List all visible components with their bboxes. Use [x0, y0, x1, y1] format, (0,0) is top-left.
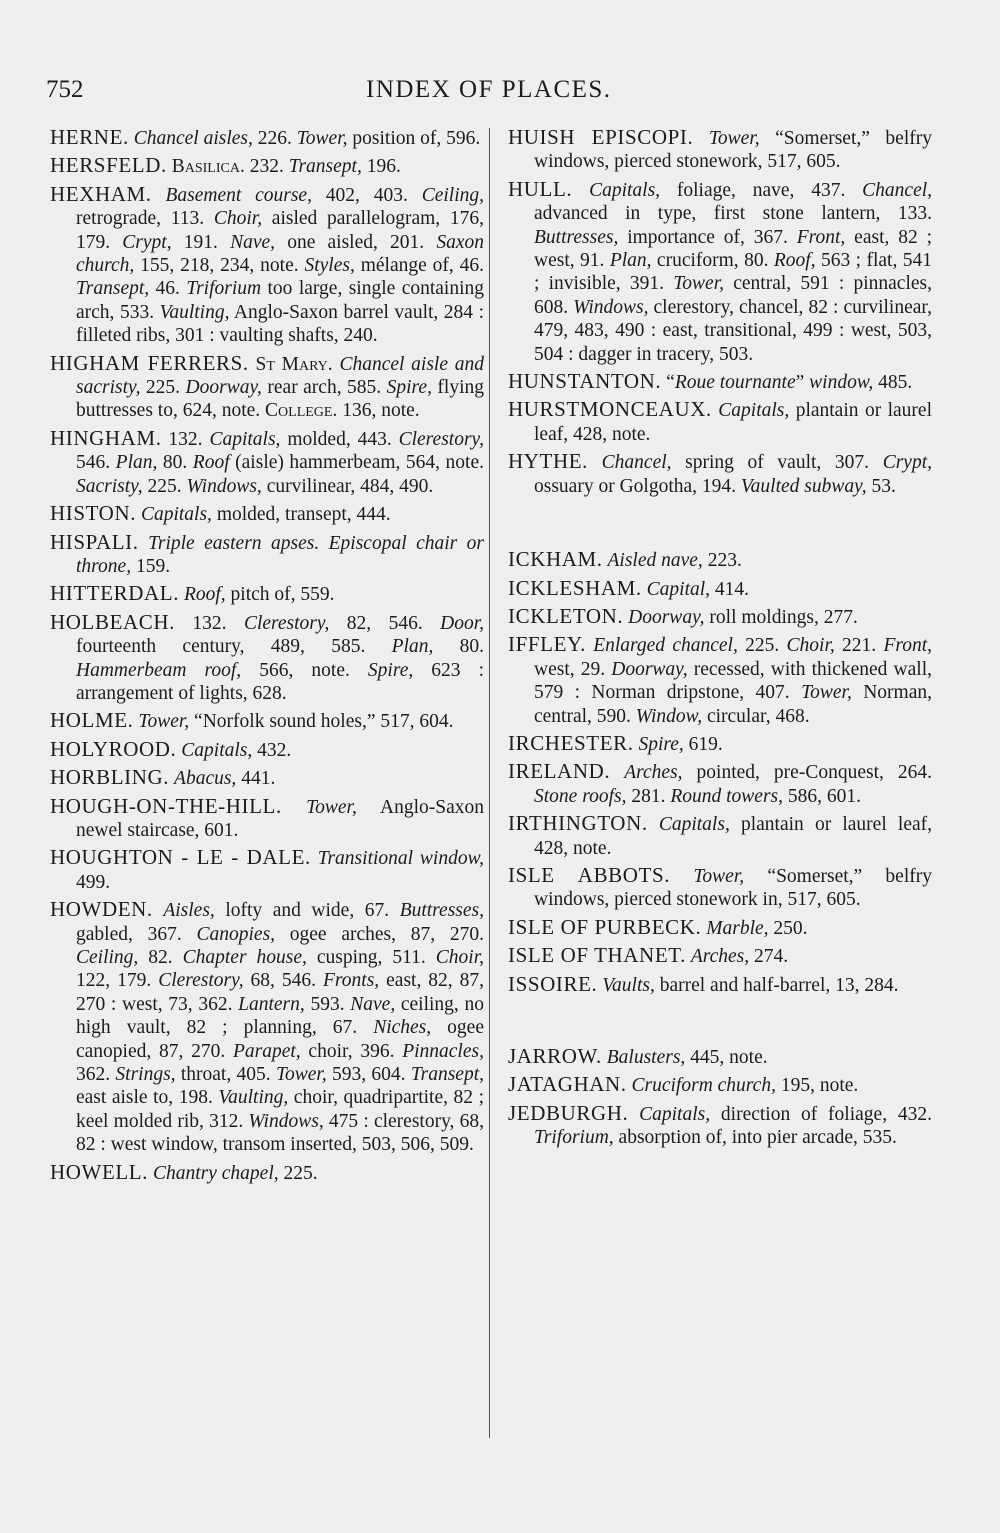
- entry-italic-term: Capitals,: [209, 428, 281, 450]
- index-entry: [508, 398, 932, 446]
- index-entry: [508, 548, 932, 572]
- entry-text: 623 : arrangement of lights, 628.: [76, 659, 484, 704]
- index-entry: [508, 450, 932, 498]
- entry-text: curvilinear, 484, 490.: [261, 475, 434, 497]
- entry-text: 593, 604.: [326, 1064, 411, 1086]
- entry-italic-term: Front,: [796, 226, 846, 248]
- entry-text: 195, note.: [775, 1075, 859, 1097]
- entry-text: lofty and wide, 67.: [214, 900, 400, 922]
- entry-italic-term: Triforium,: [534, 1127, 614, 1149]
- entry-italic-term: Buttresses,: [399, 900, 485, 922]
- entry-italic-term: Window,: [635, 705, 703, 727]
- entry-heading: ISLE ABBOTS.: [508, 862, 671, 887]
- entry-text: (aisle) hammerbeam, 564, note.: [229, 452, 485, 474]
- entry-text: advanced in type, first stone lantern, 133.: [534, 203, 932, 225]
- entry-text: clerestory, chancel, 82 : curvilinear, 479, 483, 490 : east, transitional, 499 : west, 503, 504 : dagger in tracery, 503.: [534, 296, 932, 365]
- entry-text: [311, 848, 318, 869]
- entry-text: 414.: [710, 578, 750, 600]
- entry-text: foliage, nave, 437.: [660, 179, 863, 201]
- entry-text: [693, 128, 709, 149]
- left-column: [50, 126, 484, 1189]
- index-entry: [50, 352, 484, 423]
- entry-italic-term: Roof,: [183, 584, 226, 606]
- entry-text: 250.: [768, 917, 808, 939]
- entry-text: roll moldings, 277.: [704, 606, 858, 628]
- index-entry: [508, 126, 932, 174]
- entry-italic-term: Tower,: [801, 682, 852, 704]
- entry-text: circular, 468.: [702, 705, 810, 727]
- entry-heading: HERSFELD.: [50, 153, 167, 178]
- left-entries: [50, 126, 484, 1185]
- entry-text: “Somerset,” belfry windows, pierced stonework in, 517, 605.: [534, 865, 932, 911]
- section-gap: [508, 1001, 932, 1045]
- entry-text: absorption of, into pier arcade, 535.: [613, 1127, 897, 1149]
- entry-text: west, 29.: [534, 658, 612, 680]
- entry-italic-term: Doorway,: [185, 377, 262, 399]
- entry-text: 80.: [157, 452, 193, 474]
- entry-text: 53.: [866, 475, 896, 497]
- entry-text: 132.: [161, 428, 210, 450]
- index-entry: [50, 502, 484, 526]
- entry-text: molded, 443.: [280, 428, 399, 450]
- entry-text: ogee arches, 87, 270.: [275, 923, 485, 945]
- entry-text: east, 82 ; west, 91.: [534, 226, 932, 272]
- entry-heading: HOUGH-ON-THE-HILL.: [50, 793, 282, 818]
- entry-text: ogee canopied, 87, 270.: [76, 1017, 484, 1062]
- entry-italic-term: Canopies,: [196, 923, 276, 945]
- entry-italic-term: Cruciform church,: [631, 1075, 776, 1097]
- entry-italic-term: Chancel,: [862, 179, 933, 201]
- index-entry: [50, 531, 484, 579]
- entry-italic-term: Plan,: [391, 636, 434, 658]
- entry-text: rear arch, 585.: [261, 377, 387, 399]
- entry-italic-term: Transept,: [288, 156, 362, 178]
- index-entry: [50, 126, 484, 150]
- entry-heading: HUISH EPISCOPI.: [508, 125, 694, 149]
- index-entry: [50, 846, 484, 894]
- entry-text: [152, 185, 166, 206]
- entry-text: 196.: [361, 156, 401, 178]
- entry-text: 80.: [433, 636, 485, 658]
- entry-italic-term: Nave,: [230, 231, 276, 253]
- entry-text: 546.: [76, 452, 116, 474]
- entry-italic-term: Tower,: [306, 796, 357, 818]
- entry-italic-term: Vaulting,: [218, 1087, 289, 1109]
- entry-heading: HOUGHTON - LE - DALE.: [50, 845, 311, 870]
- entry-text: cusping, 511.: [306, 947, 436, 968]
- entry-text: “: [661, 372, 675, 394]
- entry-italic-term: Pinnacles,: [402, 1040, 484, 1062]
- index-entry: [50, 154, 484, 178]
- entry-text: [610, 762, 624, 783]
- index-entry: [50, 766, 484, 790]
- index-entry: [50, 611, 484, 706]
- entry-text: molded, transept, 444.: [211, 504, 391, 526]
- entry-text: 232.: [244, 156, 289, 178]
- entry-italic-term: Capital,: [646, 578, 711, 600]
- entry-text: pitch of, 559.: [225, 584, 335, 606]
- entry-italic-term: Tower,: [693, 865, 745, 887]
- entry-text: [153, 900, 164, 921]
- column-divider: [489, 128, 490, 1438]
- entry-text: central, 591 : pinnacles, 608.: [534, 273, 932, 318]
- entry-text: 221.: [834, 635, 884, 657]
- entry-italic-term: Abacus,: [174, 768, 237, 790]
- index-entry: [508, 577, 932, 601]
- entry-text: recessed, with thickened wall, 579 : Norman dripstone, 407.: [534, 658, 932, 704]
- entry-text: 225.: [142, 475, 187, 497]
- page-number: 752: [46, 76, 84, 103]
- entry-text: 475 : clerestory, 68, 82 : west window, transom inserted, 503, 506, 509.: [76, 1110, 484, 1156]
- entry-italic-term: Chapter house,: [182, 947, 307, 968]
- entry-text: 586, 601.: [783, 785, 861, 807]
- entry-text: cruciform, 80.: [651, 250, 774, 272]
- entry-text: “Norfolk sound holes,” 517, 604.: [189, 711, 454, 733]
- entry-italic-term: Arches,: [624, 762, 683, 784]
- entry-italic-term: Tower,: [708, 128, 760, 149]
- entry-italic-term: Front,: [883, 635, 933, 657]
- entry-italic-term: Transitional window,: [317, 848, 484, 870]
- entry-heading: HEXHAM.: [50, 181, 152, 206]
- entry-italic-term: Choir,: [786, 635, 835, 657]
- entry-heading: HISPALI.: [50, 529, 139, 554]
- entry-italic-term: Clerestory,: [158, 970, 244, 992]
- entry-italic-term: Parapet,: [232, 1040, 301, 1062]
- index-entry: [508, 370, 932, 394]
- index-entry: [50, 898, 484, 1156]
- entry-italic-term: Niches,: [373, 1017, 432, 1039]
- entry-text: 225.: [140, 377, 186, 399]
- entry-text: Norman, central, 590.: [534, 682, 933, 727]
- entry-text: 563 ; flat, 541 ; invisible, 391.: [534, 250, 932, 295]
- entry-italic-term: Doorway,: [611, 658, 688, 680]
- entry-italic-term: Arches,: [690, 946, 750, 968]
- entry-text: 274.: [749, 946, 789, 968]
- entry-text: plantain or laurel leaf, 428, note.: [534, 814, 932, 859]
- entry-italic-term: Ceiling,: [421, 184, 484, 206]
- entry-heading: HULL.: [508, 176, 573, 201]
- entry-italic-term: Chancel aisle and sacristy,: [76, 353, 485, 399]
- entry-heading: JARROW.: [508, 1044, 602, 1068]
- entry-heading: IRCHESTER.: [508, 730, 634, 755]
- entry-italic-term: Styles,: [304, 255, 355, 277]
- entry-text: 122, 179.: [76, 970, 159, 992]
- entry-text: one aisled, 201.: [275, 231, 437, 253]
- entry-italic-term: Windows,: [186, 475, 262, 497]
- entry-italic-term: Clerestory,: [243, 612, 330, 634]
- entry-heading: ICKHAM.: [508, 547, 603, 572]
- entry-text: east, 82, 87, 270 : west, 73, 362.: [76, 970, 485, 1015]
- entry-text: too large, single containing arch, 533.: [76, 278, 485, 323]
- entry-italic-term: Basement course,: [165, 184, 312, 206]
- entry-small-caps: College.: [265, 400, 338, 422]
- i-entries: [508, 548, 932, 997]
- entry-heading: HINGHAM.: [50, 425, 162, 450]
- entry-text: 136, note.: [337, 400, 420, 422]
- entry-text: “Somerset,” belfry windows, pierced stonework, 517, 605.: [534, 128, 932, 173]
- entry-italic-term: Choir,: [435, 947, 484, 968]
- index-entry: [508, 1045, 932, 1069]
- entry-italic-term: Enlarged chancel,: [593, 635, 738, 657]
- entry-heading: HORBLING.: [50, 765, 170, 790]
- entry-heading: HOLYROOD.: [50, 736, 177, 761]
- entry-italic-term: Capitals,: [718, 400, 790, 422]
- entry-text: east aisle to, 198.: [76, 1087, 219, 1109]
- entry-italic-term: Capitals,: [658, 814, 730, 836]
- entry-italic-term: Tower,: [673, 273, 725, 295]
- entry-text: throat, 405.: [175, 1064, 276, 1086]
- index-entry: [508, 1102, 932, 1150]
- entry-italic-term: Aisled nave,: [607, 550, 703, 572]
- index-entry: [508, 916, 932, 940]
- entry-heading: HOWDEN.: [50, 897, 153, 922]
- entry-italic-term: Capitals,: [181, 739, 253, 761]
- entry-italic-term: window,: [809, 372, 874, 394]
- entry-italic-term: Chancel aisles,: [133, 128, 253, 149]
- entry-italic-term: Saxon church,: [76, 231, 484, 277]
- entry-text: 68, 546.: [243, 970, 323, 992]
- entry-italic-term: Transept,: [410, 1064, 485, 1086]
- entry-text: 441.: [236, 768, 276, 790]
- index-entry: [50, 1161, 484, 1185]
- entry-italic-term: Doorway,: [628, 606, 705, 628]
- entry-text: [588, 452, 602, 473]
- entry-heading: ISSOIRE.: [508, 971, 598, 996]
- entry-italic-term: Strings,: [115, 1064, 176, 1086]
- entry-text: [282, 797, 306, 818]
- entry-italic-term: Windows,: [573, 296, 649, 318]
- entry-text: importance of, 367.: [618, 226, 797, 248]
- entry-heading: HOLBEACH.: [50, 609, 175, 634]
- entry-italic-term: Tower,: [275, 1064, 327, 1086]
- entry-italic-term: Crypt,: [882, 452, 932, 474]
- entry-text: choir, 396.: [300, 1040, 403, 1062]
- entry-italic-term: Clerestory,: [398, 428, 484, 450]
- entry-heading: HIGHAM FERRERS.: [50, 350, 249, 375]
- entry-text: ossuary or Golgotha, 194.: [534, 475, 741, 497]
- entry-text: [572, 180, 589, 201]
- entry-heading: ICKLETON.: [508, 603, 624, 628]
- entry-italic-term: Triple eastern apses. Episcopal chair or throne,: [76, 532, 485, 577]
- j-entries: [508, 1045, 932, 1150]
- entry-italic-term: Round towers,: [670, 785, 783, 807]
- entry-heading: IFFLEY.: [508, 632, 586, 657]
- entry-text: [249, 354, 256, 375]
- entry-text: ”: [795, 372, 810, 394]
- entry-text: 82, 546.: [329, 612, 441, 634]
- entry-italic-term: Sacristy,: [76, 475, 143, 497]
- entry-italic-term: Capitals,: [639, 1103, 711, 1125]
- entry-italic-term: Spire,: [367, 659, 414, 681]
- entry-italic-term: Spire,: [638, 733, 684, 755]
- entry-heading: IRTHINGTON.: [508, 811, 648, 836]
- index-entry: [508, 605, 932, 629]
- entry-text: 223.: [702, 550, 742, 572]
- entry-text: 159.: [131, 555, 171, 577]
- entry-text: [139, 533, 148, 554]
- entry-italic-term: Tower,: [138, 711, 190, 733]
- entry-small-caps: Basilica.: [171, 156, 245, 178]
- entry-text: 132.: [174, 612, 244, 634]
- entry-italic-term: Capitals,: [140, 504, 212, 526]
- entry-text: fourteenth century, 489, 585.: [76, 636, 392, 658]
- entry-heading: JATAGHAN.: [508, 1072, 627, 1097]
- entry-italic-term: Transept,: [76, 278, 150, 300]
- entry-text: flying buttresses to, 624, note.: [76, 377, 484, 422]
- entry-italic-term: Windows,: [248, 1110, 324, 1132]
- entry-italic-term: Vaulting,: [159, 301, 230, 323]
- entry-text: retrograde, 113.: [76, 208, 214, 230]
- entry-italic-term: Door,: [440, 612, 485, 634]
- entry-text: [628, 1104, 639, 1125]
- entry-text: 402, 403.: [311, 184, 422, 206]
- entry-heading: ICKLESHAM.: [508, 575, 642, 600]
- entry-heading: ISLE OF THANET.: [508, 943, 686, 968]
- entry-italic-term: Aisles,: [163, 900, 215, 922]
- entry-italic-term: Chancel,: [601, 452, 672, 474]
- entry-text: spring of vault, 307.: [671, 452, 883, 474]
- entry-text: [648, 814, 659, 835]
- entry-heading: HUNSTANTON.: [508, 369, 662, 394]
- entry-heading: HOLME.: [50, 708, 134, 733]
- entry-text: barrel and half-barrel, 13, 284.: [654, 974, 899, 996]
- index-entry: [50, 738, 484, 762]
- entry-italic-term: Nave,: [350, 993, 396, 1015]
- entry-italic-term: Roof: [192, 452, 230, 474]
- index-entry: [508, 633, 932, 728]
- entry-text: pointed, pre-Conquest, 264.: [682, 762, 932, 784]
- entry-heading: IRELAND.: [508, 759, 611, 784]
- index-entry: [508, 812, 932, 860]
- entry-heading: HITTERDAL.: [50, 581, 180, 606]
- entry-text: position of, 596.: [347, 128, 481, 149]
- index-entry: [508, 1073, 932, 1097]
- entry-text: 225.: [737, 635, 787, 657]
- entry-text: 432.: [252, 739, 292, 761]
- entry-italic-term: Buttresses,: [534, 226, 619, 248]
- entry-italic-term: Vaulted subway,: [740, 475, 867, 497]
- entry-text: gabled, 367.: [76, 923, 197, 945]
- entry-text: ceiling, no high vault, 82 ; planning, 67.: [76, 993, 484, 1039]
- index-entry: [508, 944, 932, 968]
- entry-text: plantain or laurel leaf, 428, note.: [534, 400, 933, 445]
- index-entry: [50, 427, 484, 498]
- index-entry: [50, 709, 484, 733]
- entry-text: 566, note.: [241, 659, 368, 681]
- entry-heading: HOWELL.: [50, 1159, 149, 1184]
- entry-italic-term: Capitals,: [589, 179, 661, 201]
- entry-italic-term: Choir,: [213, 208, 263, 230]
- index-entry: [508, 760, 932, 808]
- section-gap: [508, 502, 932, 548]
- entry-text: mélange of, 46.: [354, 255, 484, 277]
- entry-italic-term: Hammerbeam roof,: [76, 659, 242, 681]
- entry-text: 226.: [252, 128, 297, 149]
- entry-heading: ISLE OF PURBECK.: [508, 914, 702, 939]
- entry-text: choir, quadripartite, 82 ; keel molded rib, 312.: [76, 1087, 484, 1132]
- entry-text: direction of foliage, 432.: [710, 1103, 932, 1125]
- entry-text: Anglo-Saxon barrel vault, 284 : filleted ribs, 301 : vaulting shafts, 240.: [76, 301, 484, 347]
- entry-text: 362.: [76, 1064, 116, 1086]
- entry-italic-term: Stone roofs,: [534, 785, 627, 807]
- index-entry: [508, 732, 932, 756]
- entry-italic-term: Vaults,: [602, 974, 655, 996]
- entry-italic-term: Balusters,: [606, 1047, 686, 1068]
- entry-heading: JEDBURGH.: [508, 1100, 629, 1125]
- entry-text: 281.: [626, 785, 671, 807]
- entry-text: 46.: [149, 278, 187, 300]
- entry-text: 593.: [304, 993, 351, 1015]
- entry-italic-term: Spire,: [386, 377, 432, 399]
- entry-text: [670, 866, 693, 887]
- entry-italic-term: Plan,: [115, 452, 158, 474]
- entry-heading: HISTON.: [50, 501, 137, 526]
- entry-italic-term: Triforium: [186, 278, 262, 300]
- entry-text: 619.: [683, 733, 723, 755]
- index-entry: [508, 864, 932, 912]
- entry-italic-term: Chantry chapel,: [152, 1162, 279, 1184]
- entry-italic-term: Roof,: [773, 250, 816, 272]
- entry-italic-term: Ceiling,: [76, 947, 139, 968]
- entry-italic-term: Roue tournante: [674, 372, 796, 394]
- entry-text: 445, note.: [685, 1047, 768, 1068]
- entry-italic-term: Plan,: [609, 250, 652, 272]
- entry-text: aisled parallelogram, 176, 179.: [76, 208, 485, 253]
- index-entry: [50, 795, 484, 843]
- entry-heading: HURSTMONCEAUX.: [508, 397, 712, 422]
- entry-italic-term: Marble,: [706, 917, 769, 939]
- right-column: [508, 126, 932, 1154]
- entry-text: 499.: [76, 871, 111, 893]
- entry-text: 225.: [278, 1162, 318, 1184]
- entry-text: 82.: [138, 947, 183, 968]
- entry-italic-term: Crypt,: [122, 231, 172, 253]
- entry-text: 191.: [171, 231, 231, 253]
- entry-italic-term: Fronts,: [323, 970, 380, 992]
- entry-text: 485.: [873, 372, 913, 394]
- entry-heading: HERNE.: [50, 125, 129, 149]
- index-entry: [50, 582, 484, 606]
- index-entry: [508, 178, 932, 366]
- entry-text: Anglo-Saxon newel staircase, 601.: [76, 796, 484, 841]
- page-title: INDEX OF PLACES.: [366, 76, 612, 103]
- entry-italic-term: Tower,: [296, 128, 348, 149]
- entry-heading: HYTHE.: [508, 449, 589, 474]
- entry-text: 155, 218, 234, note.: [134, 255, 305, 277]
- index-entry: [50, 183, 484, 348]
- h-entries: [508, 126, 932, 498]
- entry-small-caps: St Mary.: [255, 353, 333, 375]
- entry-italic-term: Lantern,: [238, 993, 305, 1015]
- index-entry: [508, 973, 932, 997]
